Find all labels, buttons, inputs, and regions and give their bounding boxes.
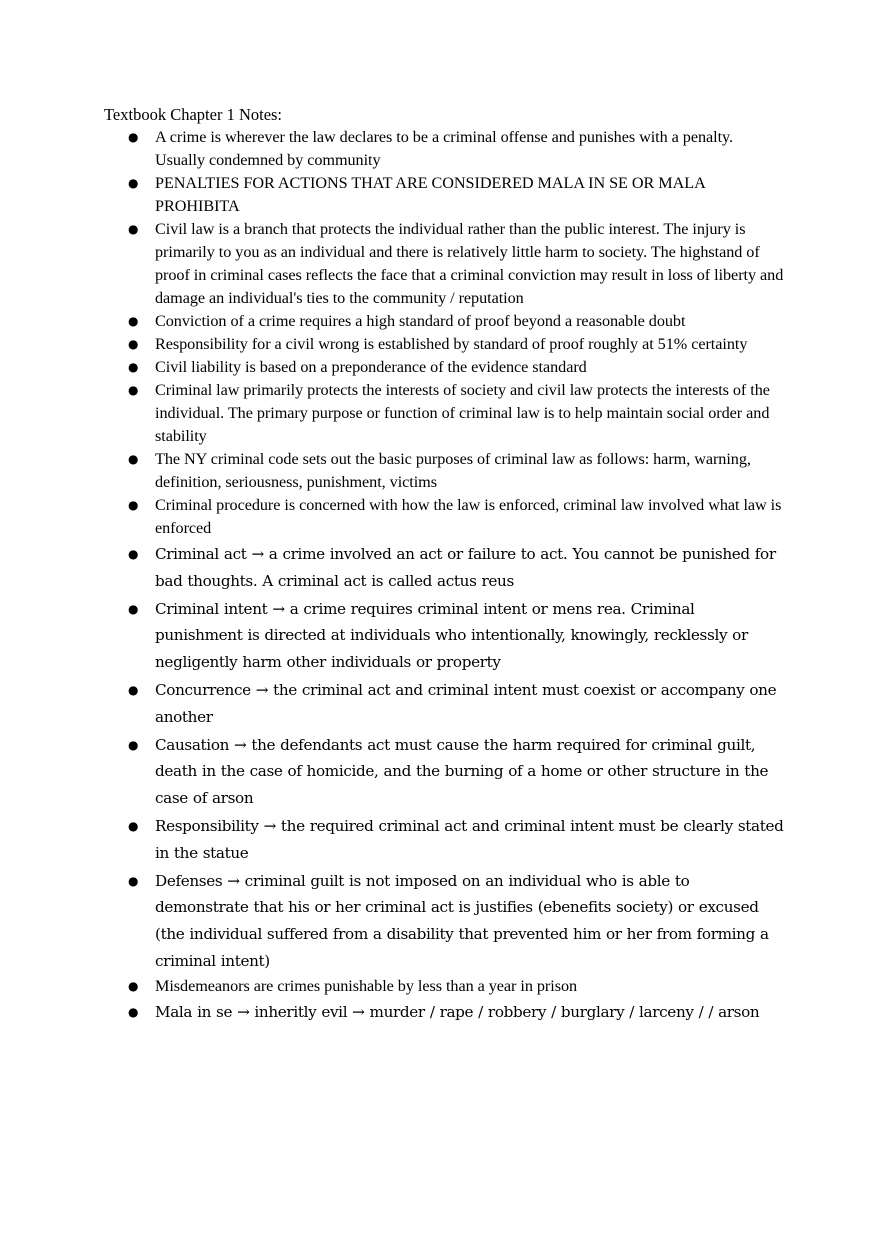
- note-item: ● Criminal intent → a crime requires criminal intent or mens rea. Criminal punishment is directed at individuals who intentionally, knowingly, recklessly or negligently harm other individuals or property: [104, 595, 784, 676]
- note-item: ● Criminal law primarily protects the interests of society and civil law protects the interests of the individual. The primary purpose or function of criminal law is to help maintain social order and stability: [104, 379, 784, 448]
- note-item: ● Mala in se → inheritly evil → murder / rape / robbery / burglary / larceny / / arson: [104, 998, 784, 1026]
- note-item: ● PENALTIES FOR ACTIONS THAT ARE CONSIDERED MALA IN SE OR MALA PROHIBITA: [104, 172, 784, 218]
- note-item: ● Criminal act → a crime involved an act or failure to act. You cannot be punished for bad thoughts. A criminal act is called actus reus: [104, 540, 784, 595]
- note-item: ● Concurrence → the criminal act and criminal intent must coexist or accompany one another: [104, 676, 784, 731]
- note-item: ● Responsibility → the required criminal act and criminal intent must be clearly stated in the statue: [104, 812, 784, 867]
- note-item: ● Responsibility for a civil wrong is established by standard of proof roughly at 51% certainty: [104, 333, 784, 356]
- note-item: ● Civil liability is based on a preponderance of the evidence standard: [104, 356, 784, 379]
- note-item: ● Defenses → criminal guilt is not imposed on an individual who is able to demonstrate that his or her criminal act is justifies (ebenefits society) or excused (the individual suffered from a disability that prevented him or her from forming a criminal intent): [104, 867, 784, 975]
- note-item: ● The NY criminal code sets out the basic purposes of criminal law as follows: harm, warning, definition, seriousness, punishment, victims: [104, 448, 784, 494]
- document-title: Textbook Chapter 1 Notes:: [104, 105, 283, 124]
- note-item: ● Misdemeanors are crimes punishable by less than a year in prison: [104, 975, 784, 998]
- note-item: ● Causation → the defendants act must cause the harm required for criminal guilt, death in the case of homicide, and the burning of a home or other structure in the case of arson: [104, 731, 784, 812]
- note-item: ● A crime is wherever the law declares to be a criminal offense and punishes with a penalty. Usually condemned by community: [104, 126, 784, 172]
- note-item: ● Civil law is a branch that protects the individual rather than the public interest. The injury is primarily to you as an individual and there is relatively little harm to society. The highstand of proof in criminal cases reflects the face that a criminal conviction may result in loss of liberty and damage an individual's ties to the community / reputation: [104, 218, 784, 310]
- note-item: ● Conviction of a crime requires a high standard of proof beyond a reasonable doubt: [104, 310, 784, 333]
- notes-list: [104, 126, 784, 1026]
- note-item: ● Criminal procedure is concerned with how the law is enforced, criminal law involved what law is enforced: [104, 494, 784, 540]
